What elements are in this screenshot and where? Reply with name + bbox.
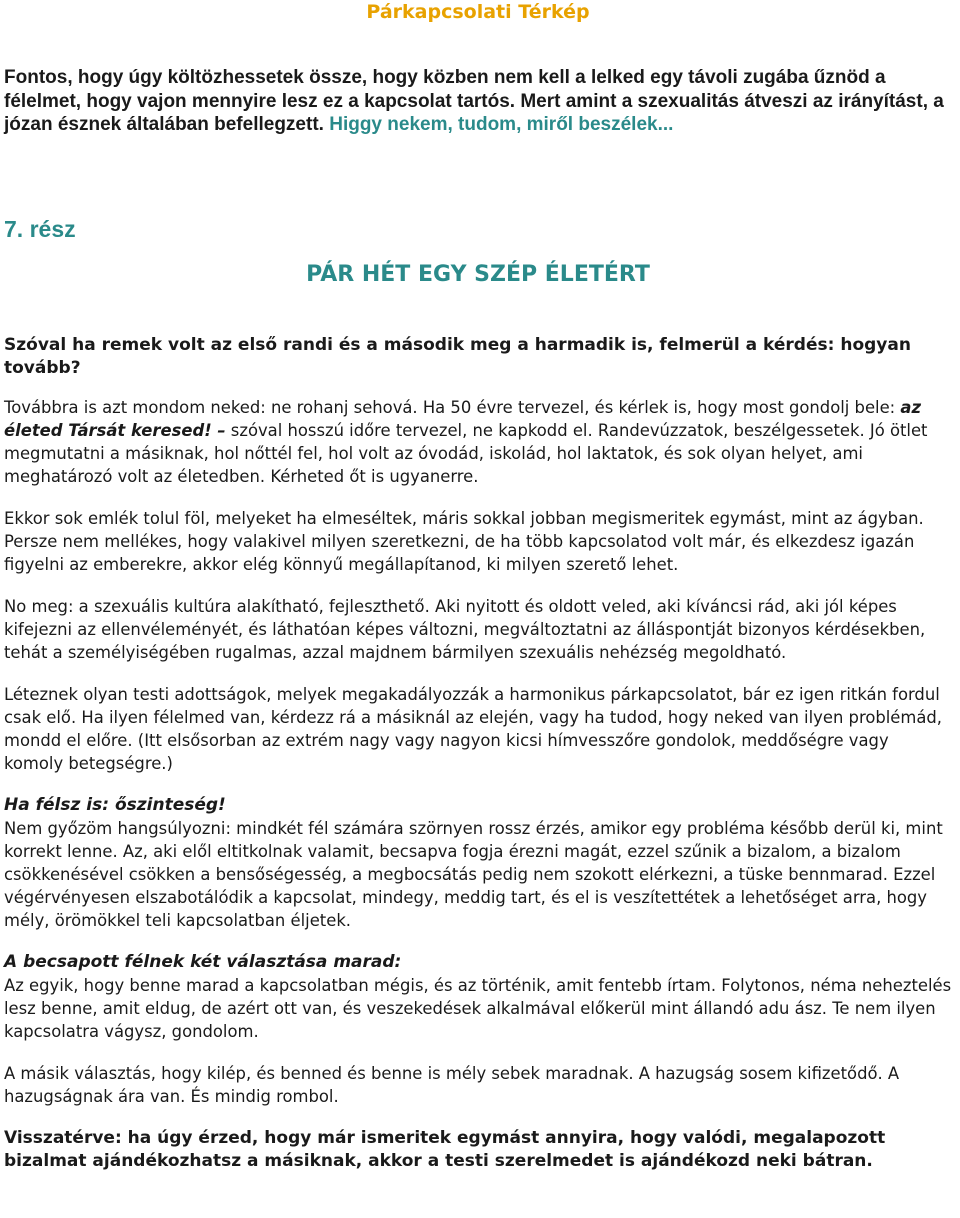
paragraph-3: No meg: a szexuális kultúra alakítható, fejleszthető. Aki nyitott és oldott veled, aki kíváncsi rád, aki jól képes kifejezni az ellenvéleményét, és láthatóan képes változni, megváltoztatni az álláspontját bizonyos kérdésekben, tehát a személyiségében rugalmas, azzal majdnem bármilyen szexuális nehézség megoldható. xyxy=(4,596,926,662)
honesty-section xyxy=(4,794,952,932)
intro-paragraph xyxy=(4,66,952,137)
choices-heading: A becsapott félnek két választása marad: xyxy=(4,951,402,972)
chapter-subtitle: PÁR HÉT EGY SZÉP ÉLETÉRT xyxy=(306,261,650,287)
part-number-heading: 7. rész xyxy=(4,215,76,242)
closing-paragraph: Visszatérve: ha úgy érzed, hogy már ismeritek egymást annyira, hogy valódi, megalapozott bizalmat ajándékozhatsz a másiknak, akkor a testi szerelmedet is ajándékozd neki bátran. xyxy=(4,1127,886,1171)
paragraph-2: Ekkor sok emlék tolul föl, melyeket ha elmeséltek, máris sokkal jobban megismeritek egymást, mint az ágyban. Persze nem mellékes, hogy valakivel milyen szeretkezni, de ha több kapcsolatod volt már, és elkezdesz igazán figyelni az emberekre, akkor elég könnyű megállapítanod, ki milyen szerető lehet. xyxy=(4,508,924,574)
paragraph-1-emphasis: az életed Társát keresed! – xyxy=(4,397,922,440)
paragraph-1-end: szóval hosszú időre tervezel, ne kapkodd el. Randevúzzatok, beszélgessetek. Jó ötlet megmutatni a másiknak, hol nőttél fel, hol volt az óvodád, iskolád, hol laktatok, és sok olyan helyet, ami meghatározó volt az életedben. Kérheted őt is ugyanerre. xyxy=(4,420,928,486)
intro-highlight: Higgy nekem, tudom, miről beszélek... xyxy=(329,114,674,135)
choices-section xyxy=(4,951,952,1043)
paragraph-4: Léteznek olyan testi adottságok, melyek megakadályozzák a harmonikus párkapcsolatot, bár ez igen ritkán fordul csak elő. Ha ilyen félelmed van, kérdezz rá a másiknál az elején, vagy ha tudod, hogy neked van ilyen problémád, mondd el előre. (Itt elsősorban az extrém nagy vagy nagyon kicsi hímvesszőre gondolok, meddőségre vagy komoly betegségre.) xyxy=(4,684,943,773)
honesty-heading: Ha félsz is: őszinteség! xyxy=(4,794,226,815)
document-title: Párkapcsolati Térkép xyxy=(366,1,590,23)
intro-text: Fontos, hogy úgy költözhessetek össze, hogy közben nem kell a lelked egy távoli zugába űznöd a félelmet, hogy vajon mennyire lesz ez a kapcsolat tartós. Mert amint a szexualitás átveszi az irányítást, a józan észnek általában befellegzett. xyxy=(4,67,944,135)
paragraph-5: Nem győzöm hangsúlyozni: mindkét fél számára szörnyen rossz érzés, amikor egy probléma később derül ki, mint korrekt lenne. Az, aki elől eltitkolnak valamit, becsapva fogja érezni magát, ezzel szűnik a bizalom, a bizalom csökkenésével csökken a bensőségesség, a megbocsátás pedig nem szokott elérkezni, a tüske bennmarad. Ezzel végérvényesen elszabotálódik a kapcsolat, mindegy, meddig tart, és el is veszítettétek a lehetőséget arra, hogy mély, örömökkel teli kapcsolatban éljetek. xyxy=(4,818,943,930)
document-page xyxy=(4,0,952,1174)
paragraph-1 xyxy=(4,396,952,488)
paragraph-1-start: Továbbra is azt mondom neked: ne rohanj sehová. Ha 50 évre tervezel, és kérlek is, hogy most gondolj bele: xyxy=(4,397,901,417)
paragraph-6: Az egyik, hogy benne marad a kapcsolatban mégis, és az történik, amit fentebb írtam. Folytonos, néma neheztelés lesz benne, amit eldug, de azért ott van, és veszekedések alkalmával előkerül mint állandó adu ász. Te nem ilyen kapcsolatra vágysz, gondolom. xyxy=(4,975,952,1041)
lead-question: Szóval ha remek volt az első randi és a második meg a harmadik is, felmerül a kérdés: hogyan tovább? xyxy=(4,334,911,378)
paragraph-7: A másik választás, hogy kilép, és benned és benne is mély sebek maradnak. A hazugság sosem kifizetődő. A hazugságnak ára van. És mindig rombol. xyxy=(4,1063,900,1106)
